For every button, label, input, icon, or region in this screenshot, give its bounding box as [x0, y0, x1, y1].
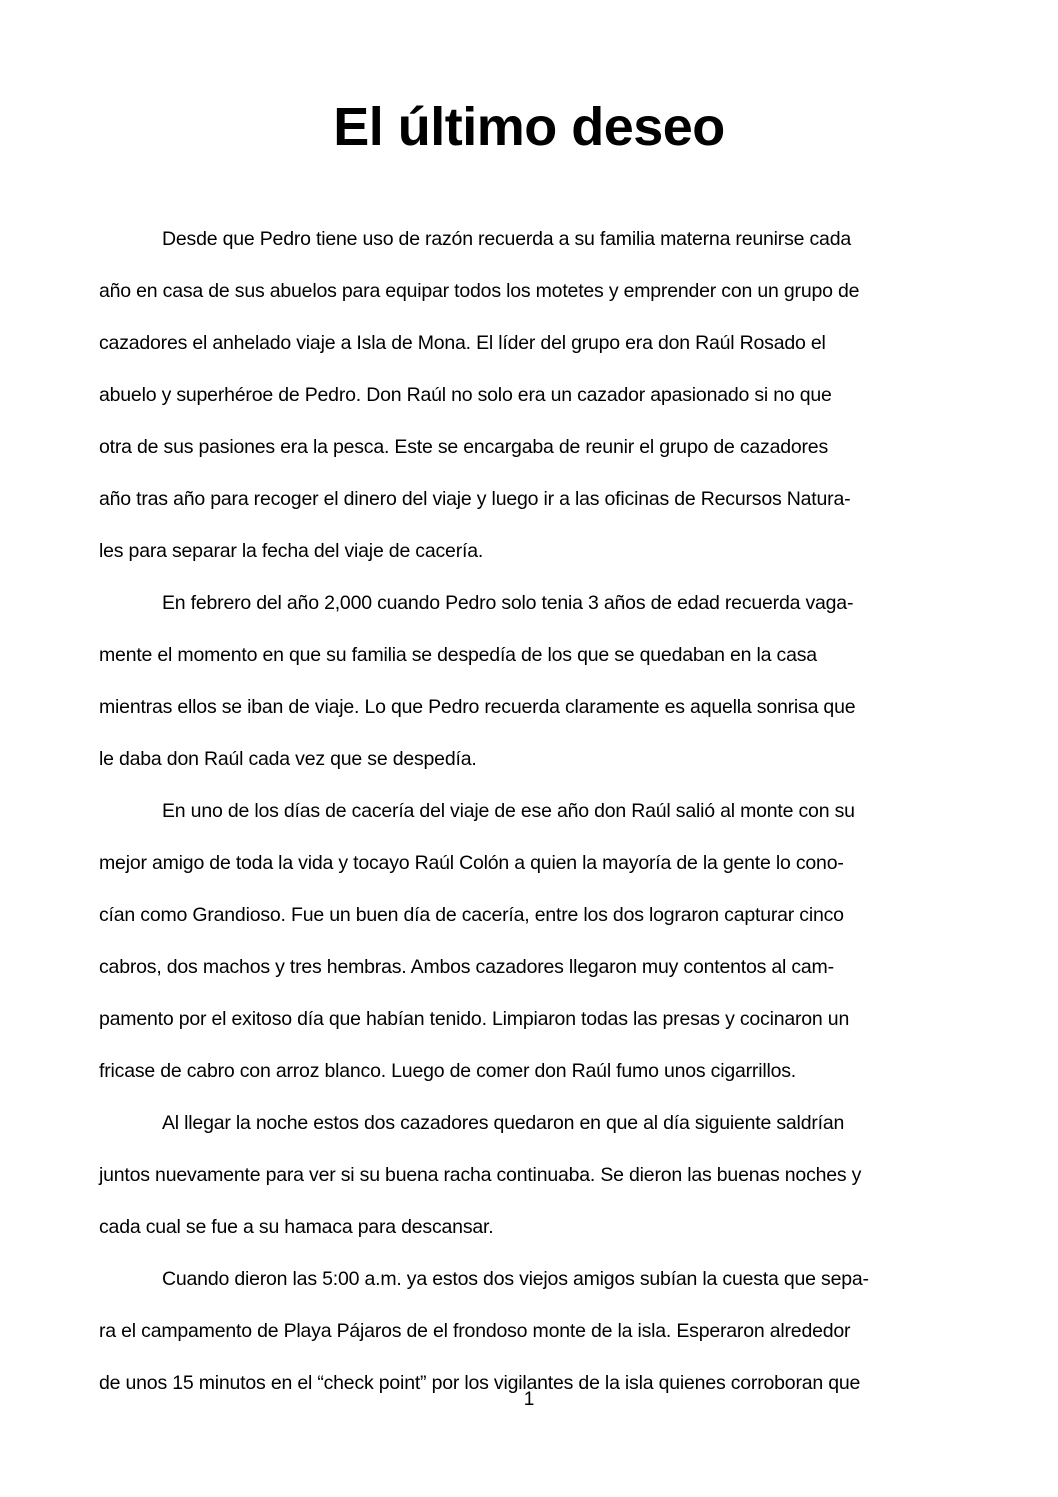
text-line: cían como Grandioso. Fue un buen día de cacería, entre los dos lograron capturar cinco — [99, 904, 844, 926]
text-line: mientras ellos se iban de viaje. Lo que Pedro recuerda claramente es aquella sonrisa que — [99, 696, 856, 718]
text-line: año tras año para recoger el dinero del viaje y luego ir a las oficinas de Recursos Natura- — [99, 488, 851, 510]
text-line: fricase de cabro con arroz blanco. Luego de comer don Raúl fumo unos cigarrillos. — [99, 1060, 797, 1082]
text-line: Desde que Pedro tiene uso de razón recuerda a su familia materna reunirse cada — [162, 228, 851, 250]
text-line: cazadores el anhelado viaje a Isla de Mona. El líder del grupo era don Raúl Rosado el — [99, 332, 826, 354]
text-line: Al llegar la noche estos dos cazadores quedaron en que al día siguiente saldrían — [162, 1112, 845, 1134]
text-line: de unos 15 minutos en el “check point” por los vigilantes de la isla quienes corroboran que — [99, 1372, 861, 1394]
text-line: En febrero del año 2,000 cuando Pedro solo tenia 3 años de edad recuerda vaga- — [162, 592, 854, 614]
text-line: cabros, dos machos y tres hembras. Ambos cazadores llegaron muy contentos al cam- — [99, 956, 834, 978]
text-line: les para separar la fecha del viaje de cacería. — [99, 540, 484, 562]
page-number: 1 — [523, 1389, 535, 1410]
text-line: otra de sus pasiones era la pesca. Este se encargaba de reunir el grupo de cazadores — [99, 436, 828, 458]
text-line: ra el campamento de Playa Pájaros de el frondoso monte de la isla. Esperaron alrededor — [99, 1320, 851, 1342]
document-body — [99, 213, 960, 1409]
text-line: año en casa de sus abuelos para equipar todos los motetes y emprender con un grupo de — [99, 280, 860, 302]
text-line: En uno de los días de cacería del viaje de ese año don Raúl salió al monte con su — [162, 800, 855, 822]
paragraph — [99, 785, 960, 1097]
paragraph — [99, 213, 960, 577]
text-line: abuelo y superhéroe de Pedro. Don Raúl no solo era un cazador apasionado si no que — [99, 384, 832, 406]
document-title: El último deseo — [333, 97, 725, 157]
paragraph — [99, 1253, 960, 1409]
text-line: mente el momento en que su familia se despedía de los que se quedaban en la casa — [99, 644, 817, 666]
text-line: cada cual se fue a su hamaca para descansar. — [99, 1216, 494, 1238]
text-line: juntos nuevamente para ver si su buena racha continuaba. Se dieron las buenas noches y — [99, 1164, 862, 1186]
text-line: le daba don Raúl cada vez que se despedía. — [99, 748, 477, 770]
text-line: mejor amigo de toda la vida y tocayo Raúl Colón a quien la mayoría de la gente lo cono- — [99, 852, 844, 874]
text-line: Cuando dieron las 5:00 a.m. ya estos dos viejos amigos subían la cuesta que sepa- — [162, 1268, 869, 1290]
paragraph — [99, 577, 960, 785]
paragraph — [99, 1097, 960, 1253]
text-line: pamento por el exitoso día que habían tenido. Limpiaron todas las presas y cocinaron un — [99, 1008, 850, 1030]
